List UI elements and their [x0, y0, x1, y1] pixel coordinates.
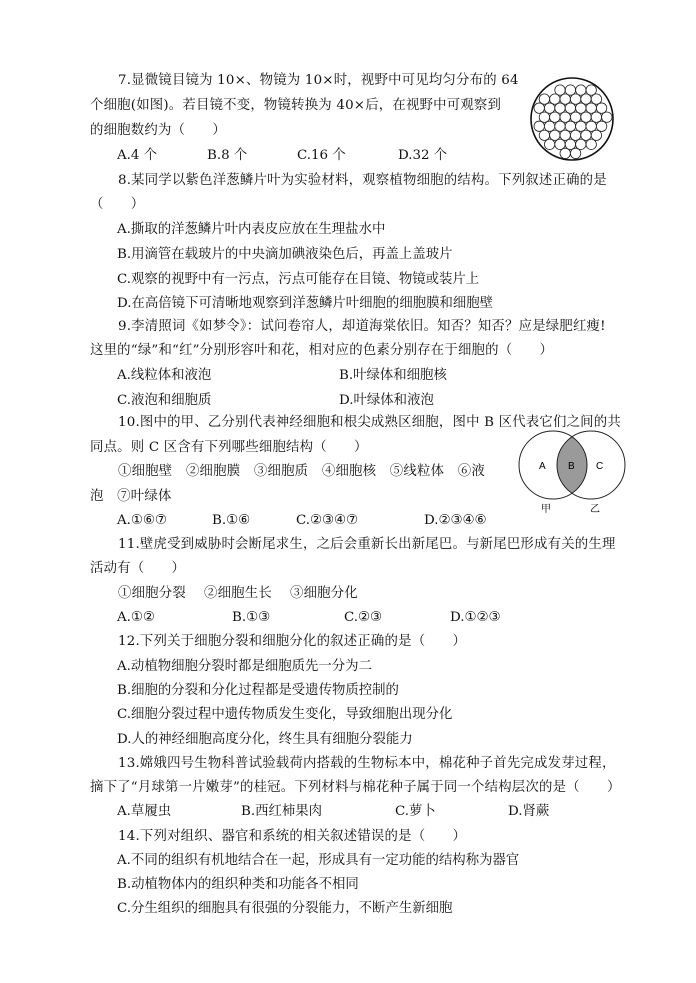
q14-option-c: C.分生组织的细胞具有很强的分裂能力，不断产生新细胞 [117, 901, 453, 916]
cell-circle [586, 139, 596, 149]
cell-circle [602, 112, 612, 122]
venn-label-b: B [568, 461, 575, 472]
q8-line-1: 8.某同学以紫色洋葱鳞片叶为实验材料，观察植物细胞的结构。下列叙述正确的是 [118, 173, 607, 188]
cell-circle [534, 121, 544, 131]
cell-circle [586, 103, 596, 113]
q12-line-1: 12.下列关于细胞分裂和细胞分化的叙述正确的是（ ） [118, 634, 467, 649]
cell-circle [565, 103, 575, 113]
q10-option-b: B.①⑥ [212, 513, 251, 528]
cell-circle [581, 112, 591, 122]
cell-circle [539, 112, 549, 122]
cell-circle [565, 139, 575, 149]
q11-line-3: ①细胞分裂 ②细胞生长 ③细胞分化 [118, 586, 358, 601]
q8-option-b: B.用滴管在载玻片的中央滴加碘液染色后，再盖上盖玻片 [117, 247, 453, 262]
cell-circle [565, 85, 575, 95]
q11-line-1: 11.壁虎受到威胁时会断尾求生，之后会重新长出新尾巴。与新尾巴形成有关的生理 [118, 537, 616, 552]
q7-option-d: D.32 个 [398, 148, 448, 163]
q13-option-b: B.西红柿果肉 [241, 804, 323, 819]
q8-option-d: D.在高倍镜下可清晰地观察到洋葱鳞片叶细胞的细胞膜和细胞壁 [117, 296, 494, 311]
cell-circle [555, 103, 565, 113]
cell-circle [570, 94, 580, 104]
q7-line-2: 个细胞(如图)。若目镜不变，物镜转换为 40×后，在视野中可观察到 [90, 98, 502, 113]
q13-option-a: A.草履虫 [117, 804, 172, 819]
cell-circle [591, 94, 601, 104]
cell-circle [576, 121, 586, 131]
cell-circle [581, 130, 591, 140]
q11-option-d: D.①②③ [450, 610, 501, 625]
cell-circle [560, 130, 570, 140]
cell-circle [586, 121, 596, 131]
q11-option-a: A.①② [117, 610, 155, 625]
q7-option-a: A.4 个 [117, 148, 158, 163]
q8-option-c: C.观察的视野中有一污点，污点可能存在目镜、物镜或装片上 [117, 272, 480, 287]
q10-option-d: D.②③④⑥ [424, 513, 487, 528]
cell-circle [544, 121, 554, 131]
cell-circle [591, 112, 601, 122]
q8-line-2: （ ） [90, 197, 145, 212]
cell-circle [539, 94, 549, 104]
cell-circle [550, 130, 560, 140]
venn-label-yi: 乙 [590, 504, 600, 515]
cell-circle [586, 85, 596, 95]
venn-label-jia: 甲 [541, 504, 551, 515]
q12-option-c: C.细胞分裂过程中遗传物质发生变化，导致细胞出现分化 [117, 707, 453, 722]
q9-option-b: B.叶绿体和细胞核 [339, 368, 447, 383]
q12-option-b: B.细胞的分裂和分化过程都是受遗传物质控制的 [117, 683, 399, 698]
q10-line-4: 泡 ⑦叶绿体 [90, 489, 172, 504]
cell-circle [570, 112, 580, 122]
cell-circle [596, 103, 606, 113]
q10-option-c: C.②③④⑦ [296, 513, 359, 528]
cell-circle [565, 121, 575, 131]
q9-line-1: 9.李清照词《如梦令》：试问卷帘人，却道海棠依旧。知否？知否？应是绿肥红瘦! [118, 319, 606, 334]
cell-circle [560, 148, 570, 158]
microscope-field-figure [528, 76, 616, 162]
q9-option-c: C.液泡和细胞质 [117, 393, 212, 408]
cell-circle [544, 103, 554, 113]
q13-option-c: C.萝卜 [395, 804, 436, 819]
q14-line-1: 14.下列对组织、器官和系统的相关叙述错误的是（ ） [118, 829, 467, 844]
cell-circle [560, 112, 570, 122]
cell-circle [534, 103, 544, 113]
cell-circle [555, 139, 565, 149]
cell-circle [576, 85, 586, 95]
cell-circle [576, 139, 586, 149]
cell-circle [555, 121, 565, 131]
q14-option-a: A.不同的组织有机地结合在一起，形成具有一定功能的结构称为器官 [117, 853, 520, 868]
venn-label-a: A [539, 461, 546, 472]
cell-circle [544, 139, 554, 149]
q10-line-2: 同点。则 C 区含有下列哪些细胞结构（ ） [90, 440, 368, 455]
q13-option-d: D.肾蕨 [508, 804, 550, 819]
venn-diagram [512, 430, 632, 516]
q10-line-3: ①细胞壁 ②细胞膜 ③细胞质 ④细胞核 ⑤线粒体 ⑥液 [118, 464, 485, 479]
q12-option-a: A.动植物细胞分裂时都是细胞质先一分为二 [117, 659, 372, 674]
venn-label-c: C [596, 461, 604, 472]
cell-circle [570, 148, 580, 158]
q9-line-2: 这里的“绿”和“红”分别形容叶和花，相对应的色素分别存在于细胞的（ ） [90, 343, 554, 358]
cell-circle [576, 103, 586, 113]
q7-line-3: 的细胞数约为（ ） [90, 123, 226, 138]
q9-option-a: A.线粒体和液泡 [117, 368, 212, 383]
q10-line-1: 10.图中的甲、乙分别代表神经细胞和根尖成熟区细胞，图中 B 区代表它们之间的共 [118, 415, 621, 430]
cell-circle [550, 112, 560, 122]
q7-line-1: 7.显微镜目镜为 10×、物镜为 10×时，视野中可见均匀分布的 64 [118, 73, 519, 88]
cell-circle [539, 130, 549, 140]
cell-circle [581, 94, 591, 104]
q12-option-d: D.人的神经细胞高度分化，终生具有细胞分裂能力 [117, 732, 413, 747]
q11-line-2: 活动有（ ） [90, 561, 186, 576]
q7-option-b: B.8 个 [207, 148, 248, 163]
cell-circle [560, 94, 570, 104]
cell-circle [550, 94, 560, 104]
q7-option-c: C.16 个 [297, 148, 346, 163]
q11-option-c: C.②③ [344, 610, 383, 625]
cell-circle [570, 130, 580, 140]
q9-option-d: D.叶绿体和液泡 [339, 393, 434, 408]
q11-option-b: B.①③ [232, 610, 271, 625]
cell-circle [591, 130, 601, 140]
q14-option-b: B.动植物体内的组织种类和功能各不相同 [117, 877, 359, 892]
q13-line-2: 摘下了“月球第一片嫩芽”的桂冠。下列材料与棉花种子属于同一个结构层次的是（ ） [90, 780, 621, 795]
q13-line-1: 13.嫦娥四号生物科普试验载荷内搭载的生物标本中，棉花种子首先完成发芽过程， [118, 756, 616, 771]
cell-circle [555, 85, 565, 95]
cell-circle [596, 121, 606, 131]
q8-option-a: A.撕取的洋葱鳞片叶内表皮应放在生理盐水中 [117, 222, 386, 237]
q10-option-a: A.①⑥⑦ [117, 513, 167, 528]
